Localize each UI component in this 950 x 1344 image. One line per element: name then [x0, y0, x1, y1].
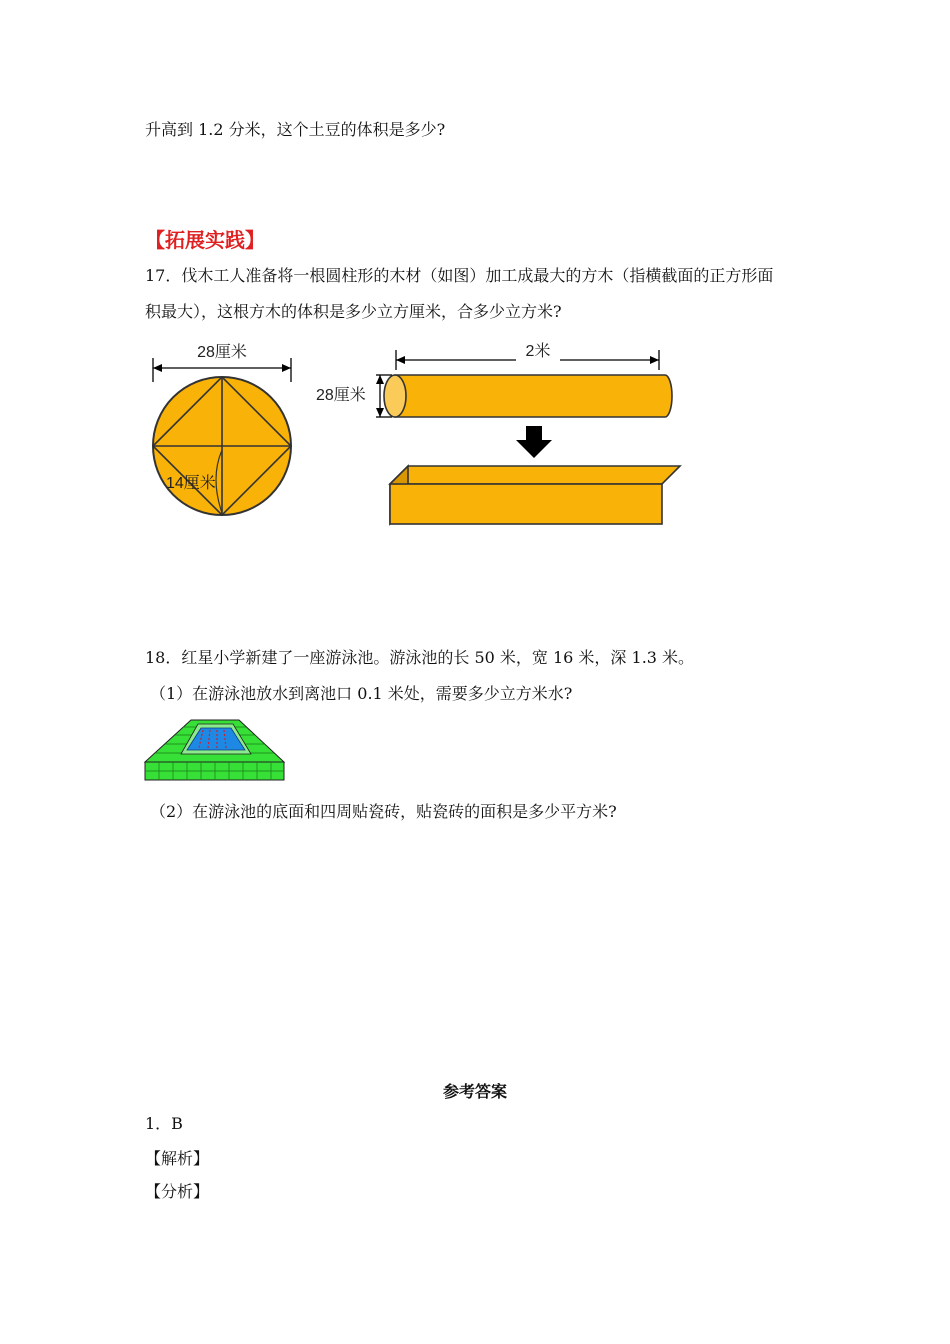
- length-label: 2米: [525, 343, 551, 360]
- answer-item-1: 1．B: [145, 1114, 183, 1133]
- side-diameter-label: 28厘米: [316, 387, 366, 404]
- log-transform-figure: [312, 338, 682, 528]
- section-title: 【拓展实践】: [145, 228, 265, 252]
- radius-label: 14厘米: [166, 475, 216, 492]
- question-18-part-1: （1）在游泳池放水到离池口 0.1 米处，需要多少立方米水?: [150, 684, 573, 703]
- breakdown-label: 【分析】: [145, 1182, 210, 1201]
- question-17-line-1: 17．伐木工人准备将一根圆柱形的木材（如图）加工成最大的方木（指横截面的正方形面: [145, 266, 774, 285]
- swimming-pool-figure: [143, 716, 288, 784]
- circle-cross-section-figure: [140, 338, 310, 528]
- question-18-line-1: 18．红星小学新建了一座游泳池。游泳池的长 50 米，宽 16 米，深 1.3 米。: [145, 648, 695, 667]
- question-18-part-2: （2）在游泳池的底面和四周贴瓷砖，贴瓷砖的面积是多少平方米?: [150, 802, 617, 821]
- answer-title: 参考答案: [442, 1082, 507, 1101]
- analysis-label: 【解析】: [145, 1149, 210, 1168]
- diameter-label: 28厘米: [197, 344, 247, 361]
- question-16-continuation: 升高到 1.2 分米，这个土豆的体积是多少?: [145, 120, 446, 139]
- question-17-line-2: 积最大），这根方木的体积是多少立方厘米，合多少立方米?: [145, 302, 562, 321]
